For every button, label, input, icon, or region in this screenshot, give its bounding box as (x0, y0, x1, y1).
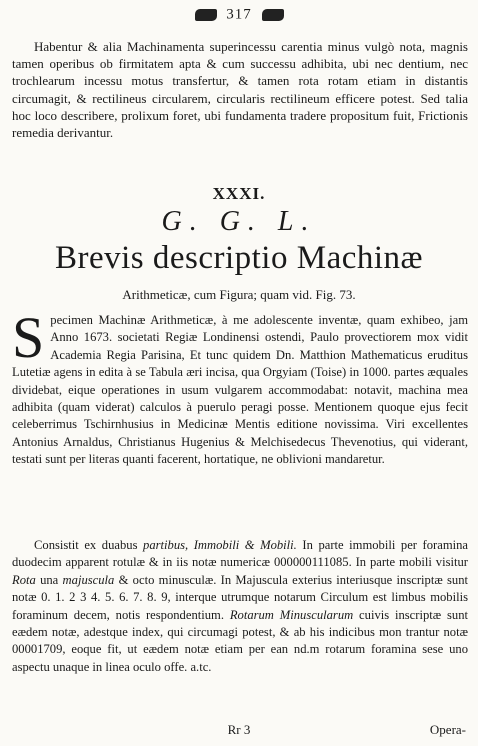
fleuron-left-icon (195, 9, 217, 21)
italic-run: partibus, Immobili & Mobili. (143, 538, 297, 552)
text-run: una (35, 572, 63, 587)
italic-run: Rota (12, 572, 36, 587)
catchword: Opera- (429, 722, 466, 737)
signature-mark: Rr 3 (227, 722, 251, 737)
text-run: cuivis inscriptæ sunt eædem notæ, adestque index, qui circumagi potest, & ab his indicibus mon trantur notæ 00001709, eoque fit, ut eædem notæ etiam per ean nd.m rotarum foramina sese uno aspectu unaque in linea oculo offe. a.tc. (12, 607, 468, 674)
author-initials: G. G. L. (161, 206, 317, 237)
paragraph-history-text: pecimen Machinæ Arithmeticæ, à me adolescente inventæ, quam exhibeo, jam Anno 1673. societati Regiæ Londinensi ostendi, Paulo provectiorem mox vidit Academia Regia Parisina, Et tunc quidem Dn. Matthion Mathematicus eruditus Lutetiæ agens in edita à se Tabula æri incisa, qua Orgyiam (Toise) in 1000. partes æquales dividebat, eique operationes in usum vulgarem accommodabat: notavit, machina mea adhibita (quam viderat) calculos à puerulo peragi posse. Mentionem quoque ejus fecit celeberrimus Tschirnhusius in Medicinæ Mentis editione novissima. Viri excellentes Antonius Arnaldus, Christianus Hugenius & Melchisedecus Thevenotius, qui viderant, testati sunt per literas quanti facerent, hortatique, ne oblivioni mandaretur. (12, 313, 468, 467)
drop-cap: S (12, 305, 45, 370)
section-title: Brevis descriptio Machinæ (54, 240, 424, 276)
running-header (0, 4, 478, 24)
italic-run: majuscula (62, 572, 115, 587)
text-run: & octo minusculæ. In Majuscula exterius interiusque inscriptæ sunt notæ 0. 1. 2 3 4. 5. 6. 7. 8. 9, interque utrumque notarum Circulum est limbus mobilis foraminum decem, notis respondentium. (12, 572, 468, 622)
paragraph-description (12, 537, 468, 676)
italic-run: Rotarum Minuscularum (229, 607, 354, 622)
text-run: Consistit ex duabus (34, 538, 144, 552)
paragraph-friction: Habentur & alia Machinamenta superincessu carentia minus vulgò nota, magnis tamen operibus ob firmitatem apta & cum successu adhibita, ubi nec dentium, nec trochlearum incessu motus transfertur, & tamen rota rotam etiam in distantis circumagit, & rectilineus circularem, circularis rectilineum efficere potest. Sed talia hoc loco describere, prolixum foret, ubi fundamenta tradere propositum fuit, Frictionis remedia derivantur. (12, 39, 468, 141)
text-run: In parte immobili per foramina duodecim apparent rotulæ & in iis notæ numericæ 000000111085. In parte mobili visitur (12, 538, 468, 570)
paragraph-history (12, 305, 468, 469)
fleuron-right-icon (262, 9, 284, 21)
page-number: 317 (226, 6, 252, 23)
section-number: XXXI. (212, 184, 266, 203)
section-subtitle: Arithmeticæ, cum Figura; quam vid. Fig. 73. (122, 287, 356, 302)
